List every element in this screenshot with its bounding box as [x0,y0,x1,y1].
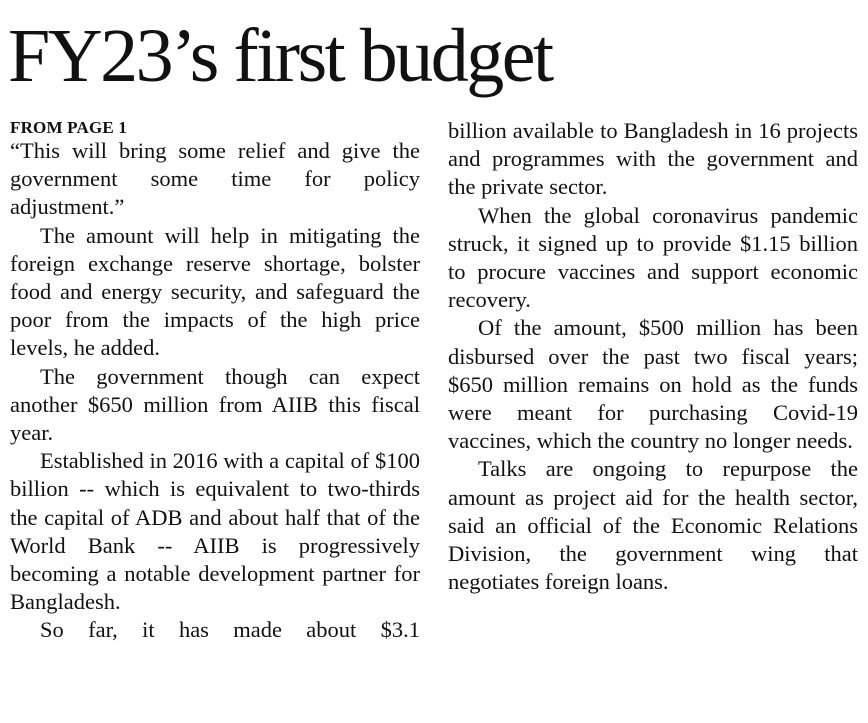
paragraph-talks: Talks are ongoing to repurpose the amount as project aid for the health sector, said an official of the Economic Relations Division, the government wing that negotiates foreign loans. [448,456,858,595]
paragraph-disbursed: Of the amount, $500 million has been disbursed over the past two fiscal years; $650 million remains on hold as the funds were meant for purchasing Covid-19 vaccines, which the country no longer needs. [448,315,858,454]
headline: FY23’s first budget [8,14,552,98]
paragraph-billion-available: billion available to Bangladesh in 16 projects and programmes with the government and the private sector. [448,118,858,200]
article-column-left [10,118,420,645]
continuation-kicker: FROM PAGE 1 [10,118,128,137]
paragraph-amount-help: The amount will help in mitigating the foreign exchange reserve shortage, bolster food and energy security, and safeguard the poor from the impacts of the high price levels, he added. [10,222,420,361]
paragraph-quote: “This will bring some relief and give the government some time for policy adjustment.” [10,138,420,220]
paragraph-pandemic: When the global coronavirus pandemic struck, it signed up to provide $1.15 billion to procure vaccines and support economic recovery. [448,202,858,313]
paragraph-government-expect: The government though can expect another $650 million from AIIB this fiscal year. [10,363,420,446]
paragraph-so-far: So far, it has made about $3.1 [40,617,420,643]
paragraph-aiib-established: Established in 2016 with a capital of $100 billion -- which is equivalent to two-thirds the capital of ADB and about half that of the World Bank -- AIIB is progressively becoming a notable development partner for Bangladesh. [10,448,420,615]
article-column-right [448,117,858,596]
